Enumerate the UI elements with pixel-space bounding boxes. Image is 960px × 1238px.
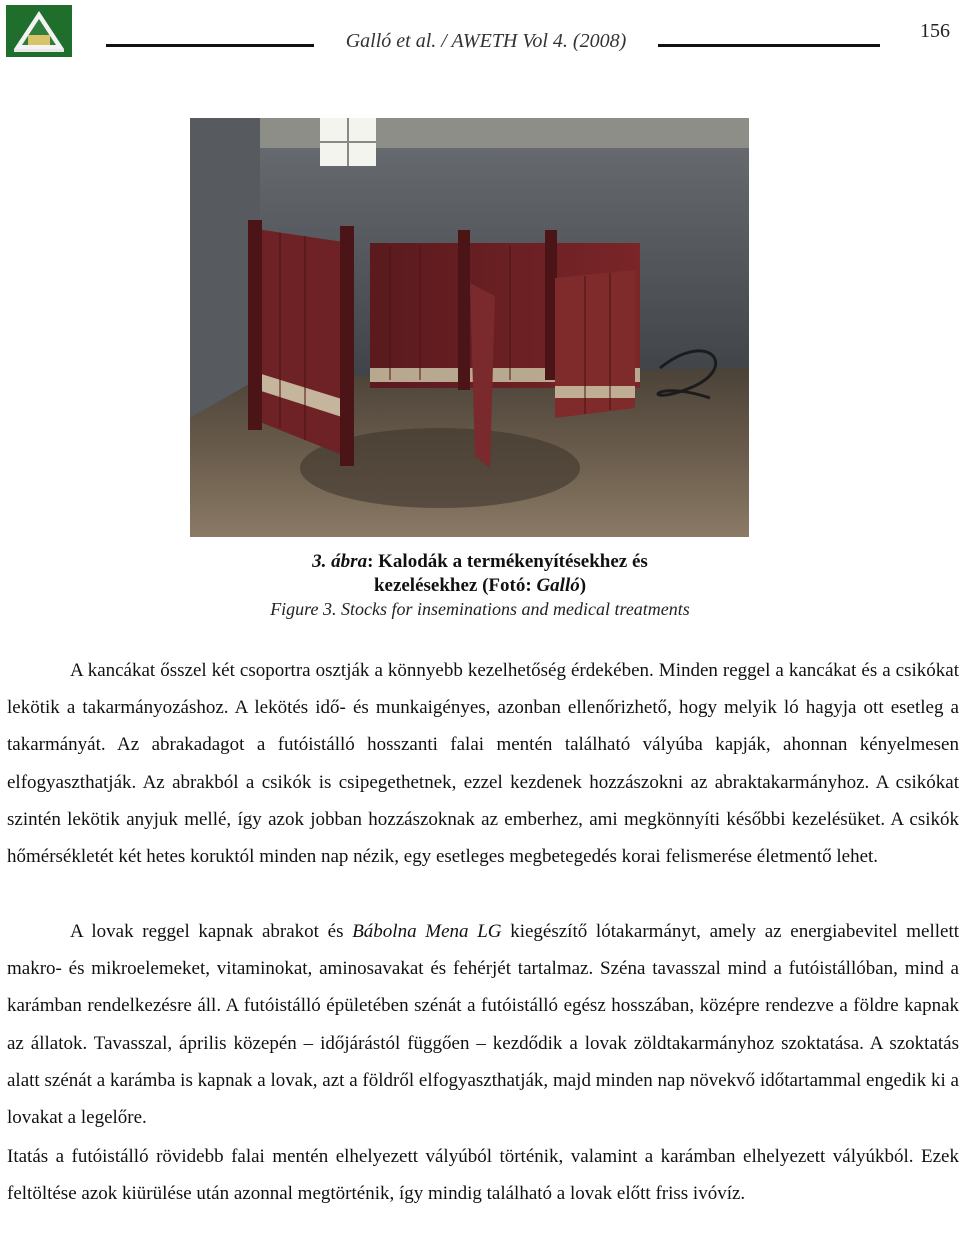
figure-label: 3. ábra [312, 551, 368, 572]
header-rule-right [658, 44, 880, 47]
figure-caption-hungarian-line1: 3. ábra: Kalodák a termékenyítésekhez és [312, 551, 648, 572]
figure-caption-english: Figure 3. Stocks for inseminations and medical treatments [270, 599, 690, 619]
journal-reference: Galló et al. / AWETH Vol 4. (2008) [345, 30, 627, 52]
journal-logo-icon [6, 5, 72, 57]
paragraph-3: Itatás a futóistálló rövidebb falai mentén elhelyezett vályúból történik, valamint a karámban elhelyezett vályúkból. Ezek feltöltése azok kiürülése után azonnal megtörténik, így mindig található a lovak előtt friss ivóvíz. [7, 1146, 959, 1205]
product-name: Bábolna Mena LG [352, 921, 502, 942]
page-number: 156 [920, 20, 950, 42]
header-rule-left [106, 44, 314, 47]
figure-caption-hungarian-line2: kezelésekhez (Fotó: Galló) [373, 575, 587, 596]
paragraph-2: A lovak reggel kapnak abrakot és Bábolna Mena LG kiegészítő lótakarmányt, amely az energiabevitel mellett makro- és mikroelemeket, vitaminokat, aminosavakat és fehérjét tartalmaz. Széna tavasszal mind a futóistállóban, mind a karámban rendelkezésre áll. A futóistálló épületében szénát a futóistálló egész hosszában, középre rendezve a földre kapnak az állatok. Tavasszal, április közepén – időjárástól függően – kezdődik a lovak zöldtakarmányhoz szoktatása. A szoktatás alatt szénát a karámba is kapnak a lovak, azt a földről elfogyaszthatják, majd minden nap növekvő időtartammal engedik ki a lovakat a legelőre. [7, 921, 960, 1129]
paragraph-1: A kancákat ősszel két csoportra osztják a könnyebb kezelhetőség érdekében. Minden reggel a kancákat és a csikókat lekötik a takarmányozáshoz. A lekötés idő- és munkaigényes, azonban ellenőrizhető, hogy melyik ló hagyja ott esetleg a takarmányát. Az abrakadagot a futóistálló hosszanti falai mentén található vályúba kapják, ahonnan kényelmesen elfogyaszthatják. Az abrakból a csikók is csipegethetnek, ezzel kezdenek hozzászokni az abraktakarmányhoz. A csikókat szintén lekötik anyjuk mellé, így azok jobban hozzászoknak az emberhez, ami megkönnyíti későbbi kezelésüket. A csikók hőmérsékletét két hetes koruktól minden nap nézik, egy esetleges megbetegedés korai felismerése életmentő lehet. [7, 660, 959, 868]
photo-author: Galló [536, 575, 580, 596]
stocks-photo [190, 118, 749, 537]
